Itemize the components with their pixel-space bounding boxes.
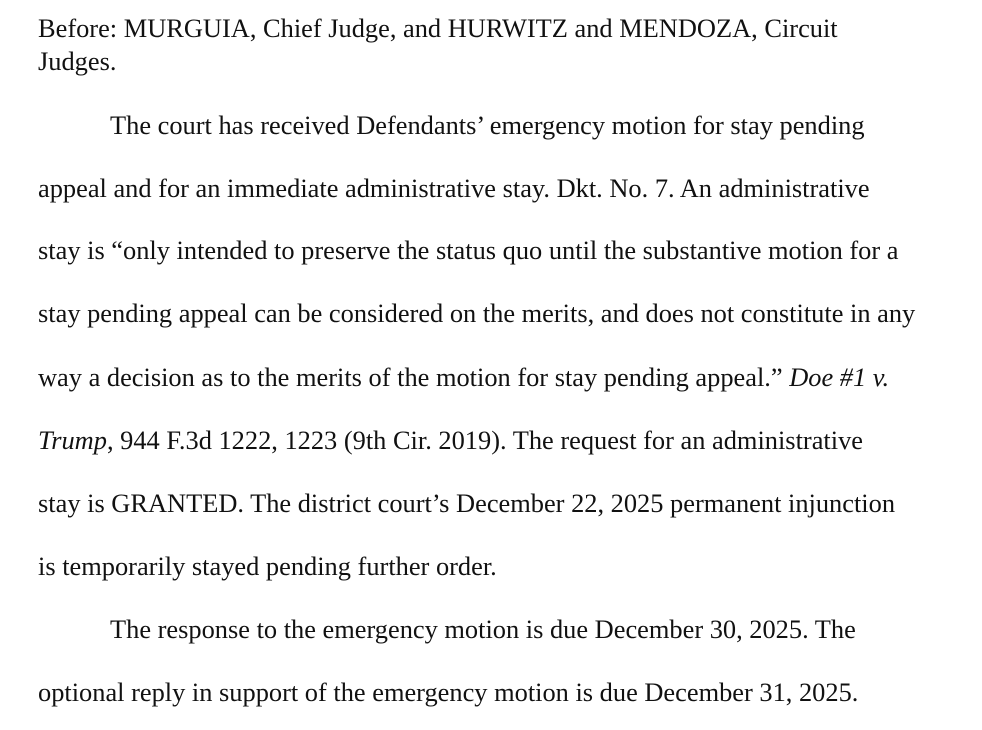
- case-citation-name: Doe #1 v.: [789, 362, 890, 392]
- paragraph-1-line-3: stay is “only intended to preserve the status quo until the substantive motion for a: [38, 235, 899, 265]
- paragraph-1-line-6-text: , 944 F.3d 1222, 1223 (9th Cir. 2019). The request for an administrative: [106, 425, 863, 455]
- paragraph-2-line-1: The response to the emergency motion is due December 30, 2025. The: [110, 614, 856, 644]
- paragraph-1-line-5: [38, 364, 889, 390]
- case-citation-party: Trump: [38, 425, 107, 455]
- paragraph-1-line-7: stay is GRANTED. The district court’s December 22, 2025 permanent injunction: [38, 488, 896, 518]
- panel-line-2: Judges.: [38, 46, 117, 76]
- paragraph-2-line-2: optional reply in support of the emergency motion is due December 31, 2025.: [38, 677, 859, 707]
- paragraph-1-line-1: The court has received Defendants’ emergency motion for stay pending: [110, 110, 865, 140]
- paragraph-1-line-8: is temporarily stayed pending further order.: [38, 551, 497, 581]
- panel-line-1: Before: MURGUIA, Chief Judge, and HURWITZ and MENDOZA, Circuit: [38, 13, 838, 43]
- paragraph-1-line-6: [38, 427, 863, 453]
- paragraph-1-line-2: appeal and for an immediate administrative stay. Dkt. No. 7. An administrative: [38, 173, 870, 203]
- paragraph-1-line-5-text: way a decision as to the merits of the motion for stay pending appeal.”: [38, 362, 790, 392]
- paragraph-1-line-4: stay pending appeal can be considered on the merits, and does not constitute in any: [38, 298, 916, 328]
